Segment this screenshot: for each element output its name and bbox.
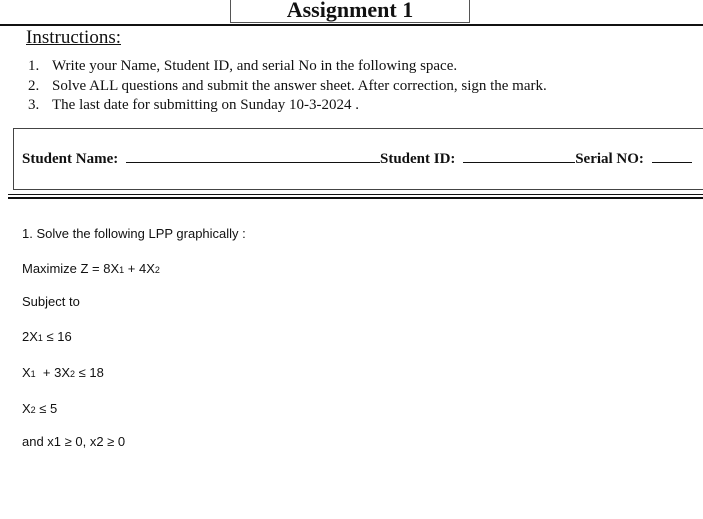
instruction-number: 2.: [28, 77, 40, 94]
constraint-text: X: [22, 401, 31, 416]
student-id-field[interactable]: [463, 148, 575, 163]
objective-text: + 4X: [124, 261, 155, 276]
instruction-text: Write your Name, Student ID, and serial No in the following space.: [52, 58, 458, 74]
student-id-label: Student ID:: [380, 151, 456, 167]
objective-function: [22, 260, 160, 279]
instruction-text: Solve ALL questions and submit the answer sheet. After correction, sign the mark.: [52, 77, 547, 94]
objective-text: Maximize Z = 8X: [22, 261, 120, 276]
section-divider: [8, 194, 703, 195]
subscript: 1: [30, 369, 36, 379]
non-negativity-constraint: and x1 ≥ 0, x2 ≥ 0: [22, 434, 126, 449]
constraint-2: [22, 364, 104, 383]
student-info-row: [22, 148, 692, 169]
instruction-item: [28, 77, 547, 97]
subscript: 1: [119, 265, 125, 275]
instruction-number: 3.: [28, 97, 40, 113]
constraint-text: 2X: [22, 329, 38, 344]
top-divider: [0, 24, 703, 26]
subscript: 2: [30, 405, 36, 415]
serial-no-label: Serial NO:: [575, 151, 644, 167]
instructions-heading: Instructions:: [26, 27, 121, 48]
section-divider-thick: [8, 197, 703, 199]
constraint-text: ≤ 18: [75, 365, 104, 380]
constraint-text: ≤ 16: [42, 329, 72, 344]
instruction-text: The last date for submitting on Sunday 10-3-2024 .: [52, 97, 360, 113]
student-name-field[interactable]: [126, 148, 380, 163]
subject-to-label: Subject to: [22, 294, 80, 309]
constraint-text: ≤ 5: [35, 401, 58, 416]
instruction-item: [28, 57, 547, 77]
constraint-1: [22, 328, 72, 347]
subscript: 2: [154, 265, 160, 275]
student-name-label: Student Name:: [22, 151, 119, 167]
instruction-item: [28, 96, 547, 116]
serial-no-field[interactable]: [652, 148, 692, 163]
subscript: 1: [37, 333, 43, 343]
instruction-number: 1.: [28, 58, 40, 74]
instructions-list: [28, 57, 547, 116]
subscript: 2: [70, 369, 76, 379]
question-prompt: 1. Solve the following LPP graphically :: [22, 226, 246, 241]
constraint-text: X: [22, 365, 31, 380]
assignment-title: Assignment 1: [230, 0, 470, 23]
constraint-text: + 3X: [35, 365, 71, 380]
constraint-3: [22, 400, 57, 419]
